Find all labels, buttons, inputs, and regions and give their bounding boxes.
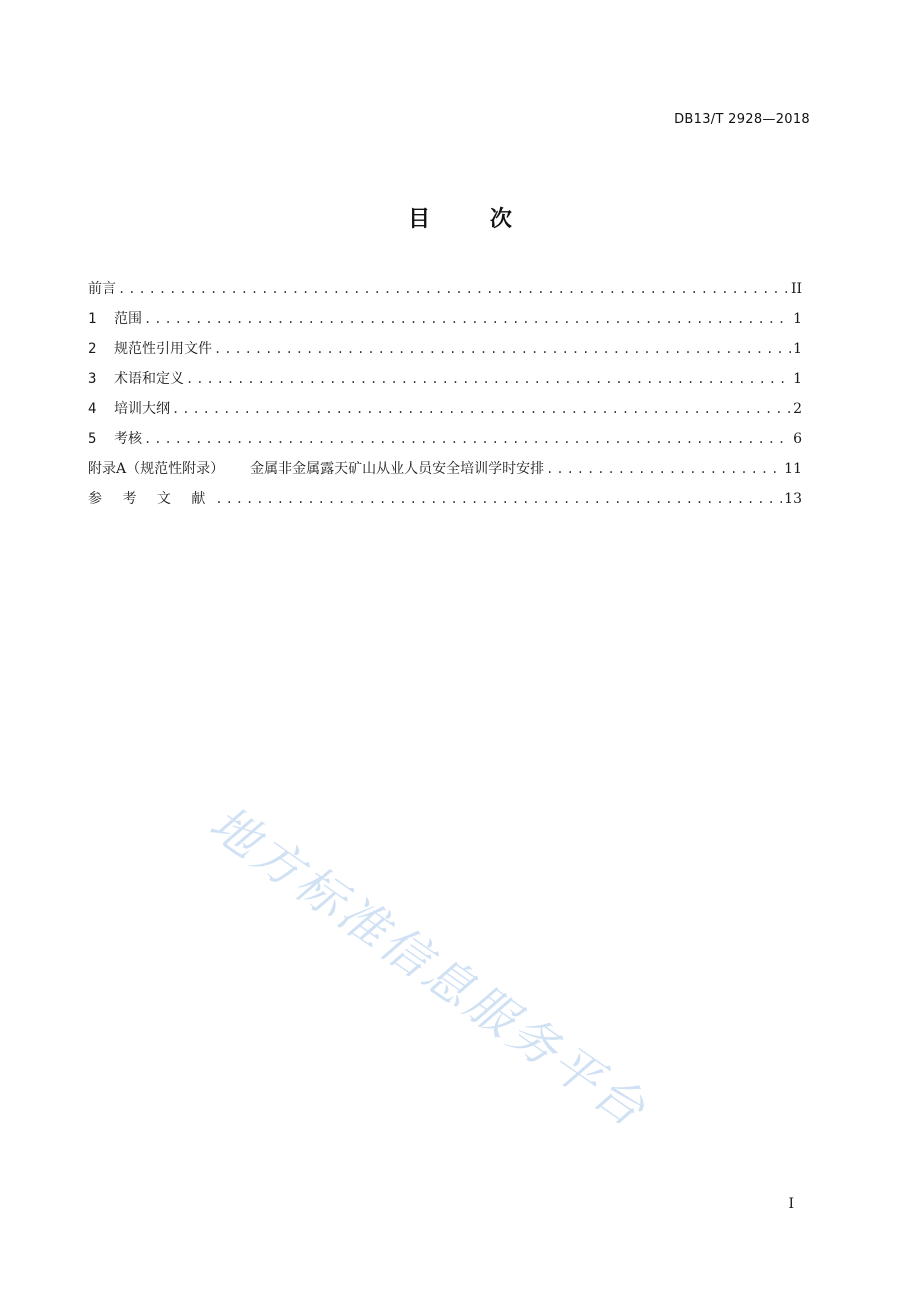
- toc-entry-number: 1: [88, 311, 97, 327]
- toc-dot-leader: [546, 458, 782, 480]
- toc-dot-leader: [118, 278, 789, 300]
- toc-entry-appendix-a[interactable]: [88, 458, 802, 488]
- page-title: 目 次: [408, 207, 538, 232]
- toc-entry-terms-definitions[interactable]: [88, 368, 802, 398]
- toc-entry-label: 范围: [114, 311, 142, 327]
- page-number: I: [788, 1196, 794, 1212]
- toc-entry-page: 6: [793, 431, 802, 447]
- toc-entry-label: 附录A（规范性附录）: [88, 461, 225, 477]
- toc-entry-page: 1: [793, 341, 802, 357]
- toc-entry-label: 术语和定义: [114, 371, 184, 387]
- toc-entry-label: 考核: [114, 431, 142, 447]
- toc-entry-training-outline[interactable]: [88, 398, 802, 428]
- toc-entry-label: 前言: [88, 281, 116, 297]
- toc-dot-leader: [214, 338, 791, 360]
- document-code: DB13/T 2928—2018: [674, 112, 810, 127]
- toc-entry-page: 11: [784, 461, 802, 477]
- toc-entry-number: 4: [88, 401, 97, 417]
- toc-entry-label: 参 考 文 献: [88, 491, 214, 507]
- toc-entry-scope[interactable]: [88, 308, 802, 338]
- toc-entry-number: 3: [88, 371, 97, 387]
- table-of-contents: [88, 278, 802, 518]
- toc-dot-leader: [172, 398, 791, 420]
- toc-entry-label: 规范性引用文件: [114, 341, 212, 357]
- toc-entry-assessment[interactable]: [88, 428, 802, 458]
- toc-entry-bibliography[interactable]: [88, 488, 802, 518]
- toc-dot-leader: [144, 428, 791, 450]
- toc-entry-page: 2: [793, 401, 802, 417]
- toc-entry-page: 1: [793, 371, 802, 387]
- toc-entry-sublabel: 金属非金属露天矿山从业人员安全培训学时安排: [250, 461, 545, 477]
- toc-entry-page: 13: [784, 491, 802, 507]
- toc-entry-number: 5: [88, 431, 97, 447]
- toc-entry-page: 1: [793, 311, 802, 327]
- toc-entry-label: 培训大纲: [114, 401, 170, 417]
- toc-entry-normative-references[interactable]: [88, 338, 802, 368]
- toc-dot-leader: [215, 488, 782, 510]
- toc-dot-leader: [144, 308, 791, 330]
- toc-entry-page: II: [790, 281, 802, 297]
- toc-dot-leader: [186, 368, 791, 390]
- toc-entry-number: 2: [88, 341, 97, 357]
- toc-entry-foreword[interactable]: [88, 278, 802, 308]
- watermark: 地方标准信息服务平台: [199, 795, 658, 1140]
